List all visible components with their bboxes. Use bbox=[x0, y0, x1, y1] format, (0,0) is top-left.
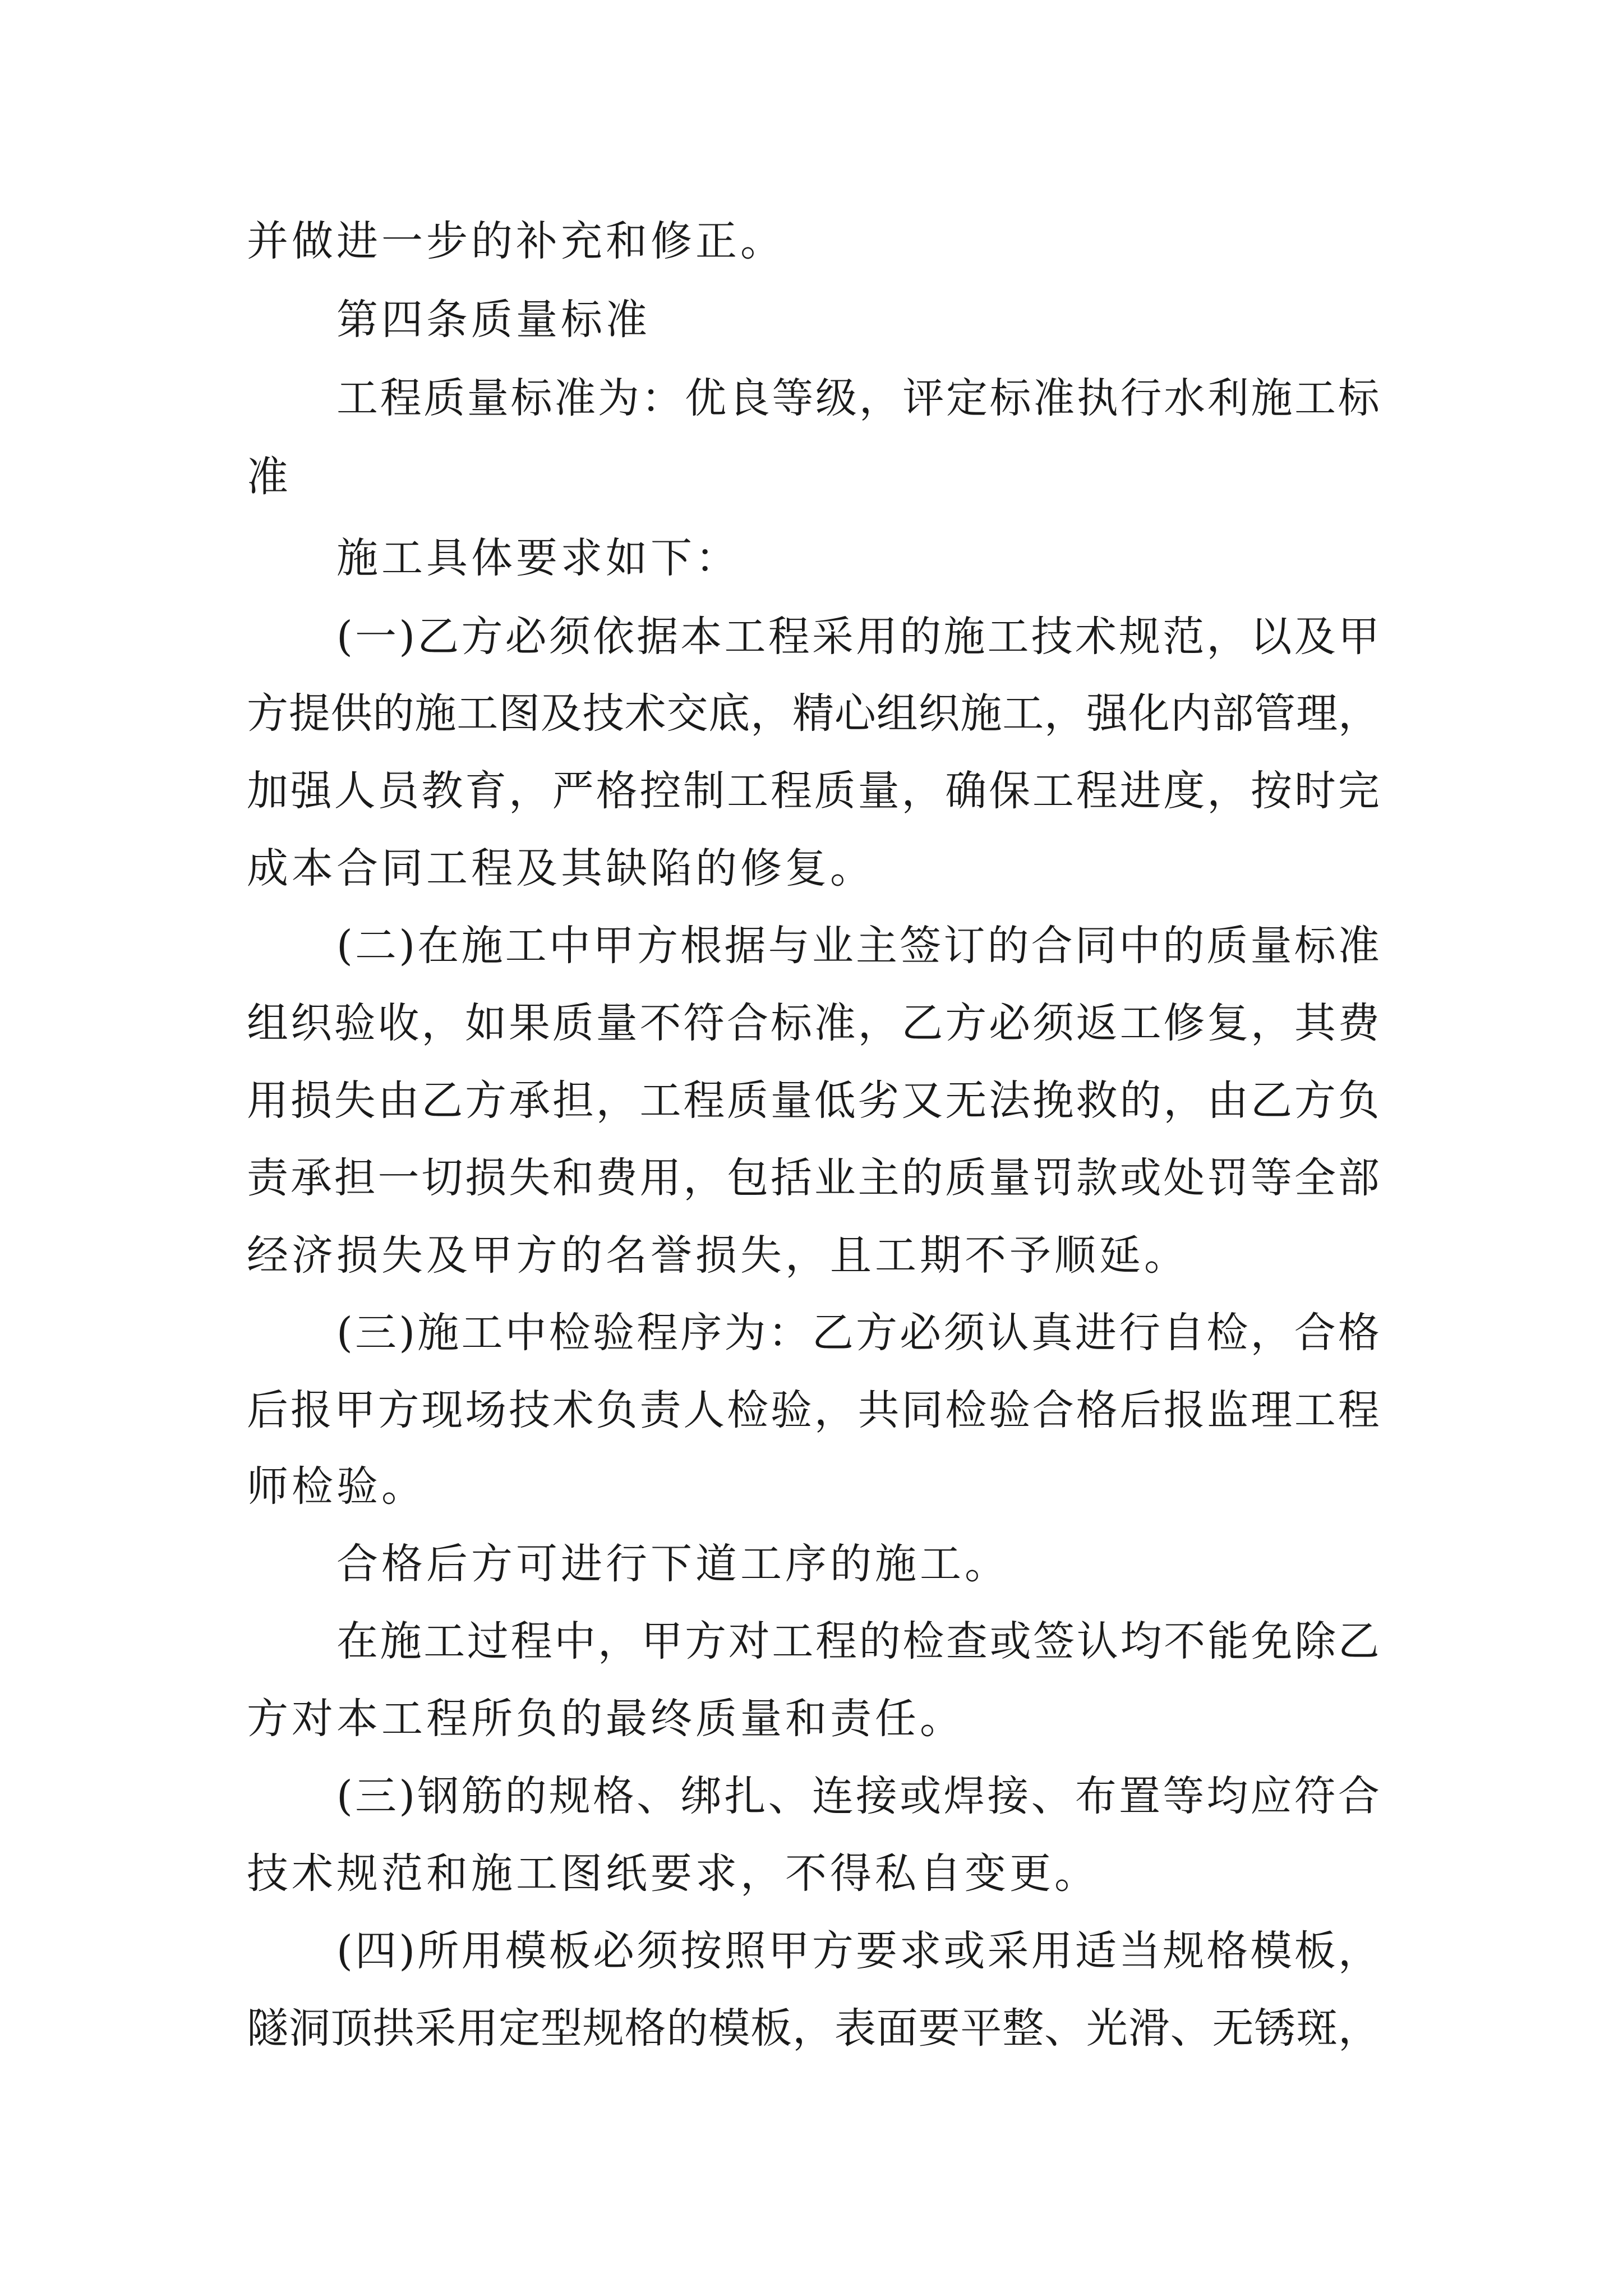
text-line: 师检验。 bbox=[247, 1462, 426, 1511]
text-line: 后 报 甲 方 现 场 技 术 负 责 人 检 验 ， 共 同 检 验 合 格 后 报 监 理 工 程 bbox=[247, 1386, 1380, 1434]
text-line: ( 三 ) 钢 筋 的 规 格 、 绑 扎 、 连 接 或 焊 接 、 布 置 等 均 应 符 合 bbox=[336, 1772, 1380, 1820]
text-line: ( 二 ) 在 施 工 中 甲 方 根 据 与 业 主 签 订 的 合 同 中 的 质 量 标 准 bbox=[336, 922, 1380, 970]
text-line: 在 施 工 过 程 中 ， 甲 方 对 工 程 的 检 查 或 签 认 均 不 能 免 除 乙 bbox=[336, 1617, 1380, 1665]
text-line: 经济损失及甲方的名誉损失，且工期不予顺延。 bbox=[247, 1231, 1189, 1280]
text-line: 隧 洞 顶 拱 采 用 定 型 规 格 的 模 板 ， 表 面 要 平 整 、 光 滑 、 无 锈 斑 ， bbox=[247, 2004, 1380, 2053]
text-line: ( 三 ) 施 工 中 检 验 程 序 为 ： 乙 方 必 须 认 真 进 行 自 检 ， 合 格 bbox=[336, 1309, 1380, 1357]
text-line: 方对本工程所负的最终质量和责任。 bbox=[247, 1695, 965, 1743]
text-line: ( 一 ) 乙 方 必 须 依 据 本 工 程 采 用 的 施 工 技 术 规 范 ， 以 及 甲 bbox=[336, 613, 1380, 661]
text-line: 成本合同工程及其缺陷的修复。 bbox=[247, 844, 875, 892]
text-line: 方 提 供 的 施 工 图 及 技 术 交 底 ， 精 心 组 织 施 工 ， 强 化 内 部 管 理 ， bbox=[247, 689, 1380, 738]
text-line: 组 织 验 收 ， 如 果 质 量 不 符 合 标 准 ， 乙 方 必 须 返 工 修 复 ， 其 费 bbox=[247, 999, 1380, 1047]
section-heading: 第四条质量标准 bbox=[336, 296, 651, 344]
text-line: 并做进一步的补充和修正。 bbox=[247, 217, 785, 265]
text-line: 施工具体要求如下： bbox=[336, 534, 740, 582]
text-line: 责 承 担 一 切 损 失 和 费 用 ， 包 括 业 主 的 质 量 罚 款 或 处 罚 等 全 部 bbox=[247, 1154, 1380, 1202]
text-line: 技术规范和施工图纸要求，不得私自变更。 bbox=[247, 1849, 1099, 1898]
text-line: 加 强 人 员 教 育 ， 严 格 控 制 工 程 质 量 ， 确 保 工 程 进 度 ， 按 时 完 bbox=[247, 767, 1380, 815]
text-line: ( 四 ) 所 用 模 板 必 须 按 照 甲 方 要 求 或 采 用 适 当 规 格 模 板 ， bbox=[336, 1927, 1380, 1975]
text-line: 用 损 失 由 乙 方 承 担 ， 工 程 质 量 低 劣 又 无 法 挽 救 的 ， 由 乙 方 负 bbox=[247, 1076, 1380, 1125]
text-line: 准 bbox=[247, 453, 292, 501]
text-line: 工 程 质 量 标 准 为 ： 优 良 等 级 ， 评 定 标 准 执 行 水 利 施 工 标 bbox=[336, 374, 1380, 422]
text-line: 合格后方可进行下道工序的施工。 bbox=[336, 1540, 1009, 1588]
